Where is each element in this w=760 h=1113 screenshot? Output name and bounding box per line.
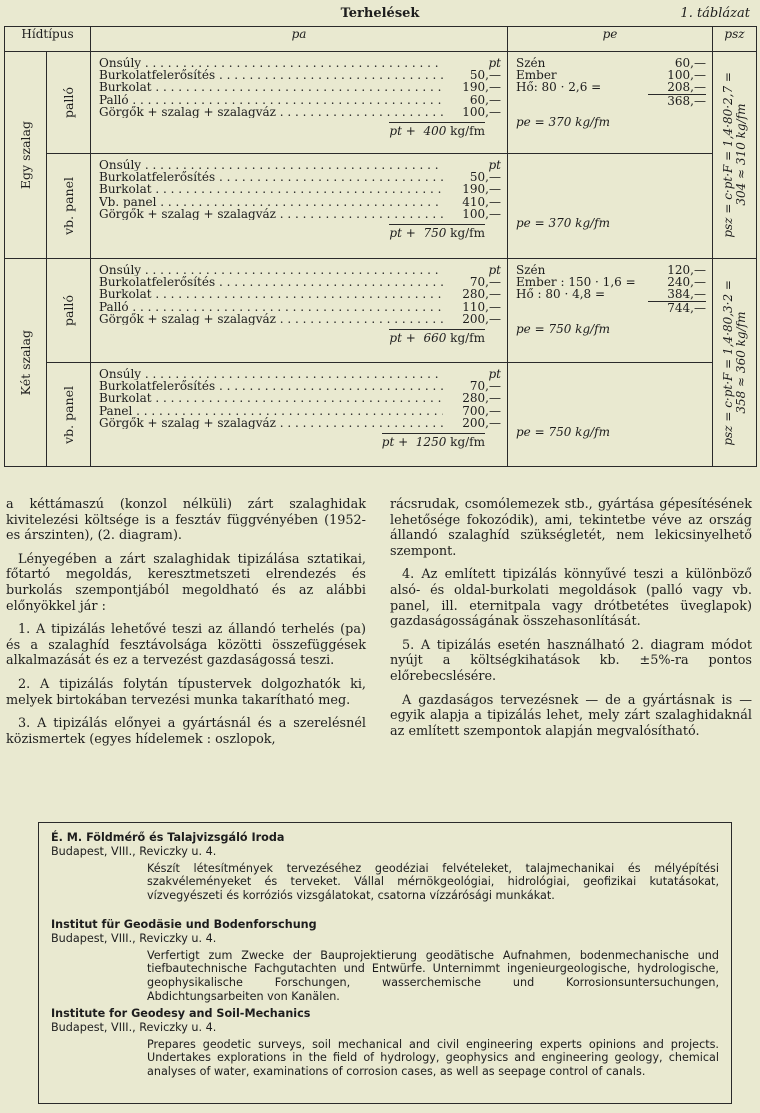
load-item <box>99 276 501 288</box>
load-item-name: Vb. panel . . . <box>99 196 443 208</box>
pe-cell <box>508 52 713 154</box>
total-unit: kg/fm <box>450 435 485 450</box>
total-unit: kg/fm <box>450 331 485 346</box>
pe-item <box>516 94 706 107</box>
advertisement-entry <box>51 1007 719 1079</box>
paragraph: 2. A tipizálás folytán típustervek dolgozhatók ki, melyek birtokában tervezési munka takarítható meg. <box>6 676 366 708</box>
pe-result: pe = 370 kg/fm <box>516 114 611 129</box>
load-item-value: 200,— <box>462 415 501 430</box>
total-value: 750 <box>423 226 447 241</box>
psz-formula: psz = c·pt·F = 1,4·80,3·2 = <box>720 279 735 446</box>
pe-item-value: 208,— <box>667 80 706 95</box>
load-item-name: Burkolatfelerősítés . . . <box>99 276 443 288</box>
load-item <box>99 301 501 313</box>
load-item-value: 100,— <box>462 206 501 221</box>
load-item-value: 700,— <box>462 403 501 418</box>
pe-cell <box>508 363 713 467</box>
load-item-name: Burkolatfelerősítés . . . <box>99 380 443 392</box>
load-item-value: 110,— <box>462 299 501 314</box>
paragraph: 1. A tipizálás lehetővé teszi az állandó terhelés (pa) és a szalaghíd fesztávolsága közötti összefüggések alkalmazását és ez a tervezést gazdaságossá teszi. <box>6 622 366 669</box>
total-prefix: pt + <box>389 124 416 139</box>
paragraph: 4. Az említett tipizálás könnyűvé teszi a különböző alsó- és oldal-burkolati megoldások (palló vagy vb. panel, ill. eternitpala vagy drótbetétes üveglapok) gazdaságosságának összehasonlítását. <box>390 567 752 630</box>
table-row <box>5 154 757 259</box>
load-item-value: 70,— <box>469 379 501 394</box>
right-column-text <box>390 497 752 747</box>
load-item-value: 70,— <box>469 275 501 290</box>
load-item <box>99 380 501 392</box>
paragraph: 3. A tipizálás előnyei a gyártásnál és a szerelésnél közismertek (egyes hídelemek : oszlopok, <box>6 716 366 747</box>
load-item-value: pt <box>488 56 501 70</box>
load-item <box>99 69 501 81</box>
psz-result: 358 ≈ 360 kg/fm <box>733 311 748 414</box>
subtype-label: palló <box>61 87 76 118</box>
table-row <box>5 52 757 154</box>
subtype-label: vb. panel <box>61 177 76 235</box>
total-value: 1250 <box>415 435 447 450</box>
pe-item-value: 384,— <box>667 287 706 302</box>
group-label-cell <box>5 52 47 259</box>
total-prefix: pt + <box>381 435 409 450</box>
pe-item-name: Hő : 80 · 4,8 = <box>516 287 606 302</box>
load-item-name: Görgők + szalag + szalagváz . . . <box>99 417 443 429</box>
institute-description: Prepares geodetic surveys, soil mechanical and civil engineering experts opinions and projects. Undertakes explorations in the field of hydrology, geophysics and engineering geology, chemical analyses of water, examinations of corrosion cases, as well as seepage control of canals. <box>147 1037 719 1079</box>
load-total <box>91 222 507 244</box>
table-number: 1. táblázat <box>680 6 750 21</box>
load-item-name: Görgők + szalag + szalagváz . . . <box>99 208 443 220</box>
load-item-name: Önsúly . . . <box>99 368 443 380</box>
load-item-value: 280,— <box>462 287 501 302</box>
load-item <box>99 313 501 325</box>
header-psz: psz <box>713 27 757 52</box>
subtype-label-cell <box>47 363 91 467</box>
institute-description: Verfertigt zum Zwecke der Bauprojektierung geodätische Aufnahmen, bodenmechanische und tiefbautechnische Fachgutachten und Entwürfe. Unternimmt ingenieurgeologische, hydrologische, geophysikalische Forschungen, wasserchemische und Korrosionsuntersuchungen, Abdichtungsarbeiten von Kanälen. <box>147 948 719 1003</box>
institute-name: É. M. Földmérő és Talajvizsgáló Iroda <box>51 831 285 844</box>
subtype-label: palló <box>61 295 76 326</box>
institute-description: Készít létesítmények tervezéséhez geodéziai felvételeket, talajmechanikai és mélyépítési szakvéleményeket és terveket. Vállal mérnökgeológiai, hidrológiai, geofizikai kutatásokat, vízvegyészeti és korróziós vizsgálatokat, csatorna vízzárósági munkákat. <box>147 861 719 903</box>
load-item-value: pt <box>488 367 501 381</box>
pe-result: pe = 370 kg/fm <box>516 216 611 230</box>
advertisement-entry <box>51 918 719 1004</box>
pe-item-value: 240,— <box>667 275 706 290</box>
load-item-name: Önsúly . . . <box>99 57 443 69</box>
psz-cell <box>713 259 757 467</box>
group-label-cell <box>5 259 47 467</box>
load-item-name: Görgők + szalag + szalagváz . . . <box>99 313 443 325</box>
pe-item-value: 60,— <box>674 56 706 70</box>
total-unit: kg/fm <box>450 226 485 241</box>
pa-cell <box>91 52 508 154</box>
institute-name: Institute for Geodesy and Soil-Mechanics <box>51 1007 311 1020</box>
load-item <box>99 208 501 220</box>
load-item <box>99 264 501 276</box>
subtype-label-cell <box>47 259 91 363</box>
load-item-value: 280,— <box>462 391 501 406</box>
pe-result: pe = 750 kg/fm <box>516 321 611 336</box>
paragraph: rácsrudak, csomólemezek stb., gyártása gépesítésének lehetősége fokozódik), ami, tekintetbe véve az ország állandó szalaghíd szükségletét, nem lekicsinyelhető szempont. <box>390 497 752 559</box>
load-item-value: 100,— <box>462 104 501 119</box>
load-item <box>99 106 501 118</box>
load-item-value: pt <box>488 263 501 277</box>
subtype-label-cell <box>47 154 91 259</box>
institute-address: Budapest, VIII., Reviczky u. 4. <box>51 931 217 945</box>
load-total <box>91 431 507 453</box>
pe-cell <box>508 259 713 363</box>
load-item-name: Burkolat . . . <box>99 392 443 404</box>
load-item-value: 200,— <box>462 311 501 326</box>
table-row <box>5 259 757 363</box>
total-unit: kg/fm <box>450 124 485 139</box>
load-item-value: 190,— <box>462 80 501 95</box>
load-item-name: Önsúly . . . <box>99 159 443 171</box>
load-item-name: Burkolatfelerősítés . . . <box>99 69 443 81</box>
load-item <box>99 81 501 93</box>
load-item <box>99 288 501 300</box>
load-item-name: Burkolat . . . <box>99 81 443 93</box>
header-pa: pa <box>91 27 508 52</box>
load-item <box>99 57 501 69</box>
psz-formula: psz = c·pt·F = 1,4·80·2,7 = <box>720 72 735 238</box>
load-item-name: Burkolatfelerősítés . . . <box>99 171 443 183</box>
institute-name: Institut für Geodäsie und Bodenforschung <box>51 918 317 931</box>
load-table <box>4 26 757 467</box>
load-item <box>99 159 501 171</box>
advertisement-entry <box>51 831 719 903</box>
load-total <box>91 120 507 142</box>
psz-result: 304 ≈ 310 kg/fm <box>733 103 748 207</box>
pe-item-value: 100,— <box>667 68 706 83</box>
load-item-name: Burkolat . . . <box>99 288 443 300</box>
pe-item <box>516 288 706 300</box>
load-item-name: Görgők + szalag + szalagváz . . . <box>99 106 443 118</box>
group-label: Egy szalag <box>18 120 33 190</box>
load-item <box>99 368 501 380</box>
pe-item-value: 368,— <box>648 94 706 107</box>
table-header-row <box>5 27 757 52</box>
total-value: 660 <box>423 331 447 346</box>
left-column-text <box>6 497 366 755</box>
load-total <box>91 327 507 349</box>
pe-item-value: 120,— <box>667 263 706 277</box>
load-item-name: Burkolat . . . <box>99 183 443 195</box>
load-item-value: 410,— <box>462 194 501 209</box>
load-item <box>99 405 501 417</box>
pe-item-value: 744,— <box>648 301 706 314</box>
pe-cell <box>508 154 713 259</box>
pa-cell <box>91 154 508 259</box>
load-item-name: Palló . . . <box>99 301 443 313</box>
table-row <box>5 363 757 467</box>
load-item <box>99 196 501 208</box>
pe-item-name: Ember <box>516 68 557 83</box>
group-label: Két szalag <box>18 329 33 396</box>
load-item-name: Palló . . . <box>99 94 443 106</box>
load-item-value: 50,— <box>469 68 501 83</box>
load-item <box>99 183 501 195</box>
psz-cell <box>713 52 757 259</box>
total-value: 400 <box>423 124 447 139</box>
pa-cell <box>91 259 508 363</box>
pe-item-name: Szén <box>516 56 546 70</box>
load-item-name: Önsúly . . . <box>99 264 443 276</box>
subtype-label: vb. panel <box>61 385 76 444</box>
pe-item-name: Hő: 80 · 2,6 = <box>516 80 602 95</box>
load-item <box>99 94 501 106</box>
institute-address: Budapest, VIII., Reviczky u. 4. <box>51 1020 217 1034</box>
load-item <box>99 417 501 429</box>
load-item-value: pt <box>488 158 501 172</box>
load-item-value: 60,— <box>469 92 501 107</box>
paragraph: 5. A tipizálás esetén használható 2. diagram módot nyújt a költségkihatások kb. ±5%-ra pontos előrebecslésére. <box>390 637 752 684</box>
institute-address: Budapest, VIII., Reviczky u. 4. <box>51 844 217 858</box>
table-title: Terhelések <box>340 6 420 21</box>
pe-item <box>516 81 706 93</box>
pa-cell <box>91 363 508 467</box>
paragraph: a kéttámaszú (konzol nélküli) zárt szalaghidak kivitelezési költsége is a fesztáv függvényében (1952-es árszinten), (2. diagram). <box>6 497 366 544</box>
paragraph: Lényegében a zárt szalaghidak tipizálása sztatikai, főtartó megoldás, keresztmetszeti elrendezés és burkolás szempontjából megoldható és az alábbi előnyökkel jár : <box>6 551 366 614</box>
header-pe: pe <box>508 27 713 52</box>
load-item-value: 190,— <box>462 182 501 197</box>
load-item-value: 50,— <box>469 170 501 185</box>
load-item <box>99 392 501 404</box>
load-item-name: Panel . . . <box>99 405 443 417</box>
header-bridge-type: Hídtípus <box>5 27 91 52</box>
paragraph: A gazdaságos tervezésnek — de a gyártásnak is — egyik alapja a tipizálás lehet, mely zárt szalaghidaknál az említett szempontok alapján megvalósítható. <box>390 692 752 739</box>
total-prefix: pt + <box>389 331 416 346</box>
pe-result: pe = 750 kg/fm <box>516 425 611 439</box>
total-prefix: pt + <box>389 226 416 241</box>
pe-item-name: Ember : 150 · 1,6 = <box>516 275 636 290</box>
advertisement-box <box>38 822 732 1104</box>
pe-item <box>516 301 706 314</box>
load-item <box>99 171 501 183</box>
pe-item-name: Szén <box>516 263 546 277</box>
subtype-label-cell <box>47 52 91 154</box>
